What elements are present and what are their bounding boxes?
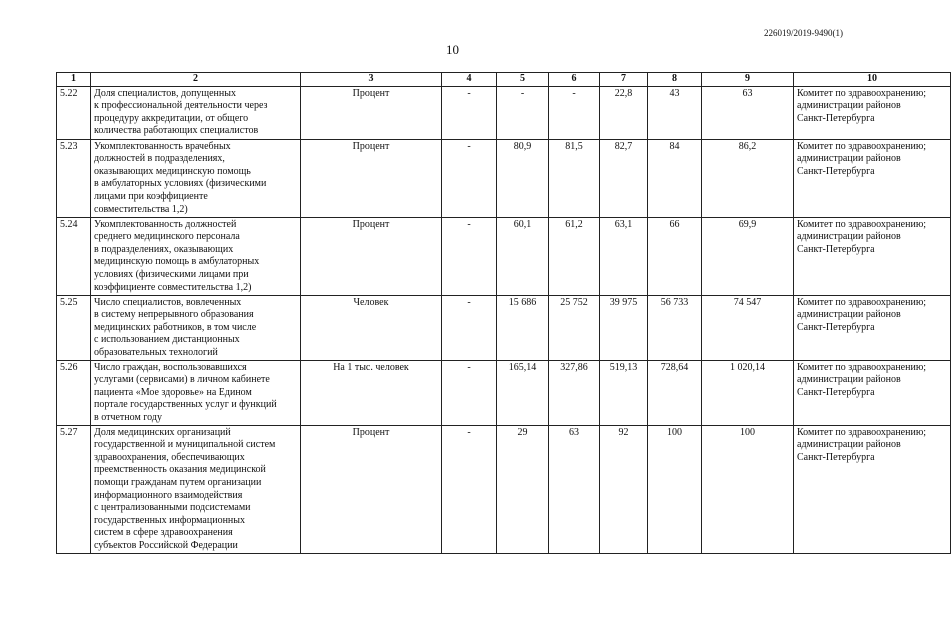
- table-row: [57, 425, 951, 553]
- table-header-row: [57, 73, 951, 87]
- unit-cell: Процент: [301, 86, 442, 139]
- page-number: 10: [446, 42, 459, 57]
- value-cell: 84: [648, 139, 702, 217]
- value-cell: 728,64: [648, 360, 702, 425]
- value-cell: 519,13: [600, 360, 648, 425]
- value-cell: 66: [648, 217, 702, 295]
- value-cell: 81,5: [549, 139, 600, 217]
- table-row: [57, 86, 951, 139]
- value-cell: 22,8: [600, 86, 648, 139]
- table-body: [57, 86, 951, 553]
- column-header: 6: [549, 73, 600, 87]
- row-number: 5.25: [57, 295, 91, 360]
- value-cell: -: [442, 425, 497, 553]
- responsible-cell: Комитет по здравоохранению; администрации районов Санкт-Петербурга: [794, 217, 951, 295]
- value-cell: 63: [702, 86, 794, 139]
- value-cell: -: [442, 86, 497, 139]
- responsible-cell: Комитет по здравоохранению; администрации районов Санкт-Петербурга: [794, 295, 951, 360]
- value-cell: -: [497, 86, 549, 139]
- table-row: [57, 295, 951, 360]
- value-cell: 165,14: [497, 360, 549, 425]
- value-cell: 69,9: [702, 217, 794, 295]
- responsible-cell: Комитет по здравоохранению; администрации районов Санкт-Петербурга: [794, 86, 951, 139]
- value-cell: 15 686: [497, 295, 549, 360]
- value-cell: 25 752: [549, 295, 600, 360]
- responsible-cell: Комитет по здравоохранению; администрации районов Санкт-Петербурга: [794, 425, 951, 553]
- indicator-description: Укомплектованность должностей среднего медицинского персонала в подразделениях, оказывающих медицинскую помощь в амбулаторных условиях (физическими лицами при коэффициенте совместительства 1,2): [91, 217, 301, 295]
- value-cell: 61,2: [549, 217, 600, 295]
- value-cell: 63,1: [600, 217, 648, 295]
- column-header: 2: [91, 73, 301, 87]
- document-id: 226019/2019-9490(1): [764, 28, 843, 38]
- value-cell: 39 975: [600, 295, 648, 360]
- value-cell: 82,7: [600, 139, 648, 217]
- value-cell: 60,1: [497, 217, 549, 295]
- column-header: 3: [301, 73, 442, 87]
- value-cell: -: [442, 295, 497, 360]
- value-cell: 74 547: [702, 295, 794, 360]
- indicators-table: [56, 72, 951, 554]
- unit-cell: Процент: [301, 139, 442, 217]
- value-cell: 1 020,14: [702, 360, 794, 425]
- value-cell: 80,9: [497, 139, 549, 217]
- responsible-cell: Комитет по здравоохранению; администрации районов Санкт-Петербурга: [794, 139, 951, 217]
- table-row: [57, 139, 951, 217]
- unit-cell: Процент: [301, 425, 442, 553]
- row-number: 5.23: [57, 139, 91, 217]
- value-cell: -: [442, 217, 497, 295]
- indicator-description: Доля медицинских организаций государственной и муниципальной систем здравоохранения, обеспечивающих преемственность оказания медицинской помощи гражданам путем организации информационного взаимодействия с централизованными подсистемами государственных информационных систем в сфере здравоохранения субъектов Российской Федерации: [91, 425, 301, 553]
- column-header: 9: [702, 73, 794, 87]
- table-row: [57, 360, 951, 425]
- column-header: 10: [794, 73, 951, 87]
- value-cell: 100: [702, 425, 794, 553]
- row-number: 5.24: [57, 217, 91, 295]
- column-header: 8: [648, 73, 702, 87]
- value-cell: 43: [648, 86, 702, 139]
- column-header: 4: [442, 73, 497, 87]
- column-header: 1: [57, 73, 91, 87]
- indicator-description: Число специалистов, вовлеченных в систему непрерывного образования медицинских работников, в том числе с использованием дистанционных образовательных технологий: [91, 295, 301, 360]
- unit-cell: На 1 тыс. человек: [301, 360, 442, 425]
- value-cell: 92: [600, 425, 648, 553]
- responsible-cell: Комитет по здравоохранению; администрации районов Санкт-Петербурга: [794, 360, 951, 425]
- row-number: 5.27: [57, 425, 91, 553]
- value-cell: 29: [497, 425, 549, 553]
- value-cell: 63: [549, 425, 600, 553]
- row-number: 5.26: [57, 360, 91, 425]
- indicator-description: Укомплектованность врачебных должностей в подразделениях, оказывающих медицинскую помощь в амбулаторных условиях (физическими лицами при коэффициенте совместительства 1,2): [91, 139, 301, 217]
- table-row: [57, 217, 951, 295]
- column-header: 7: [600, 73, 648, 87]
- unit-cell: Процент: [301, 217, 442, 295]
- indicator-description: Доля специалистов, допущенных к профессиональной деятельности через процедуру аккредитации, от общего количества работающих специалистов: [91, 86, 301, 139]
- unit-cell: Человек: [301, 295, 442, 360]
- value-cell: -: [549, 86, 600, 139]
- indicator-description: Число граждан, воспользовавшихся услугами (сервисами) в личном кабинете пациента «Мое здоровье» на Едином портале государственных услуг и функций в отчетном году: [91, 360, 301, 425]
- value-cell: -: [442, 139, 497, 217]
- row-number: 5.22: [57, 86, 91, 139]
- value-cell: 100: [648, 425, 702, 553]
- value-cell: 56 733: [648, 295, 702, 360]
- value-cell: -: [442, 360, 497, 425]
- value-cell: 86,2: [702, 139, 794, 217]
- value-cell: 327,86: [549, 360, 600, 425]
- column-header: 5: [497, 73, 549, 87]
